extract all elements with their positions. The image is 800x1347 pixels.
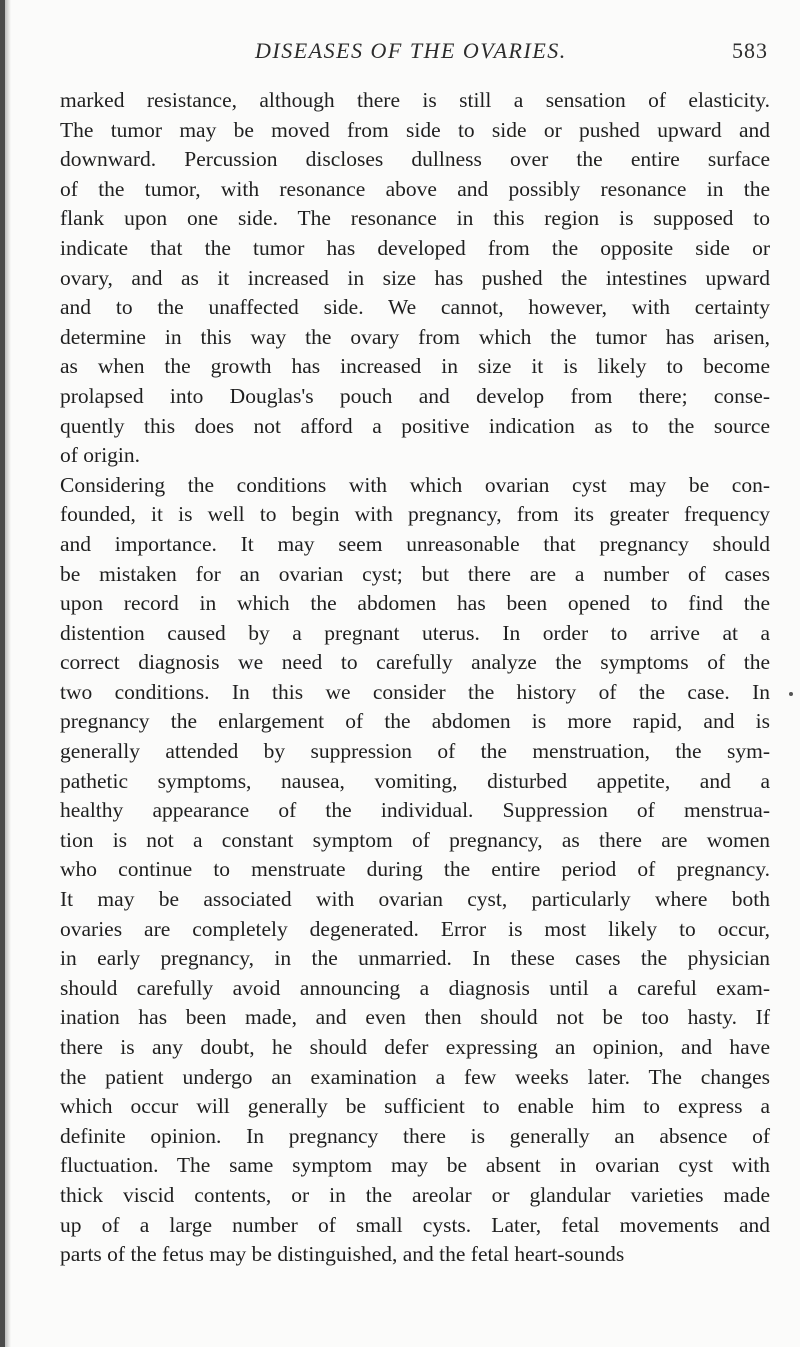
text-line: two conditions. In this we consider the history of the case. In <box>60 679 770 704</box>
paragraph <box>60 471 770 1270</box>
text-line: which occur will generally be sufficient to enable him to express a <box>60 1094 770 1119</box>
text-line: indicate that the tumor has developed from the opposite side or <box>60 235 770 260</box>
text-line: Considering the conditions with which ovarian cyst may be con- <box>60 472 770 497</box>
text-line: The tumor may be moved from side to side or pushed upward and <box>60 117 770 142</box>
text-line: should carefully avoid announcing a diagnosis until a careful exam- <box>60 975 770 1000</box>
text-line: It may be associated with ovarian cyst, particularly where both <box>60 887 770 912</box>
text-line: the patient undergo an examination a few weeks later. The changes <box>60 1064 770 1089</box>
text-line: definite opinion. In pregnancy there is generally an absence of <box>60 1123 770 1148</box>
text-line: distention caused by a pregnant uterus. In order to arrive at a <box>60 620 770 645</box>
text-line: determine in this way the ovary from which the tumor has arisen, <box>60 324 770 349</box>
text-line: pathetic symptoms, nausea, vomiting, disturbed appetite, and a <box>60 768 770 793</box>
text-line: who continue to menstruate during the entire period of pregnancy. <box>60 857 770 882</box>
text-line: prolapsed into Douglas's pouch and develop from there; conse- <box>60 383 770 408</box>
page-binding-shadow <box>5 0 11 1347</box>
text-line: marked resistance, although there is still a sensation of elasticity. <box>60 88 770 112</box>
text-line: and importance. It may seem unreasonable that pregnancy should <box>60 531 770 556</box>
text-line: flank upon one side. The resonance in this region is supposed to <box>60 206 770 231</box>
text-line: parts of the fetus may be distinguished, and the fetal heart-sounds <box>60 1242 625 1267</box>
text-line: healthy appearance of the individual. Suppression of menstrua- <box>60 798 770 823</box>
text-line: pregnancy the enlargement of the abdomen is more rapid, and is <box>60 709 770 734</box>
text-line: downward. Percussion discloses dullness over the entire surface <box>60 147 770 172</box>
text-line: of the tumor, with resonance above and possibly resonance in the <box>60 176 770 201</box>
text-line: ovaries are completely degenerated. Error is most likely to occur, <box>60 916 770 941</box>
text-line: be mistaken for an ovarian cyst; but there are a number of cases <box>60 561 770 586</box>
text-line: as when the growth has increased in size it is likely to become <box>60 354 770 379</box>
text-line: there is any doubt, he should defer expressing an opinion, and have <box>60 1035 770 1059</box>
text-line: fluctuation. The same symptom may be absent in ovarian cyst with <box>60 1153 770 1178</box>
stray-ink-mark <box>789 692 793 696</box>
text-line: generally attended by suppression of the menstruation, the sym- <box>60 739 770 764</box>
text-line: upon record in which the abdomen has been opened to find the <box>60 591 770 616</box>
text-line: up of a large number of small cysts. Later, fetal movements and <box>60 1212 770 1237</box>
running-header <box>0 38 800 68</box>
text-line: ination has been made, and even then should not be too hasty. If <box>60 1005 770 1030</box>
text-line: founded, it is well to begin with pregnancy, from its greater frequency <box>60 502 770 527</box>
page-number: 583 <box>732 38 768 63</box>
text-line: quently this does not afford a positive indication as to the source <box>60 413 770 438</box>
running-title: DISEASES OF THE OVARIES. <box>255 38 567 63</box>
text-line: in early pregnancy, in the unmarried. In these cases the physician <box>60 946 770 971</box>
text-line: ovary, and as it increased in size has pushed the intestines upward <box>60 265 770 290</box>
text-line: thick viscid contents, or in the areolar or glandular varieties made <box>60 1182 770 1207</box>
paragraph <box>60 86 770 471</box>
body-text <box>60 86 770 1270</box>
text-line: tion is not a constant symptom of pregnancy, as there are women <box>60 827 770 852</box>
text-line: correct diagnosis we need to carefully analyze the symptoms of the <box>60 650 770 675</box>
text-line: and to the unaffected side. We cannot, however, with certainty <box>60 295 770 320</box>
text-line: of origin. <box>60 443 141 468</box>
